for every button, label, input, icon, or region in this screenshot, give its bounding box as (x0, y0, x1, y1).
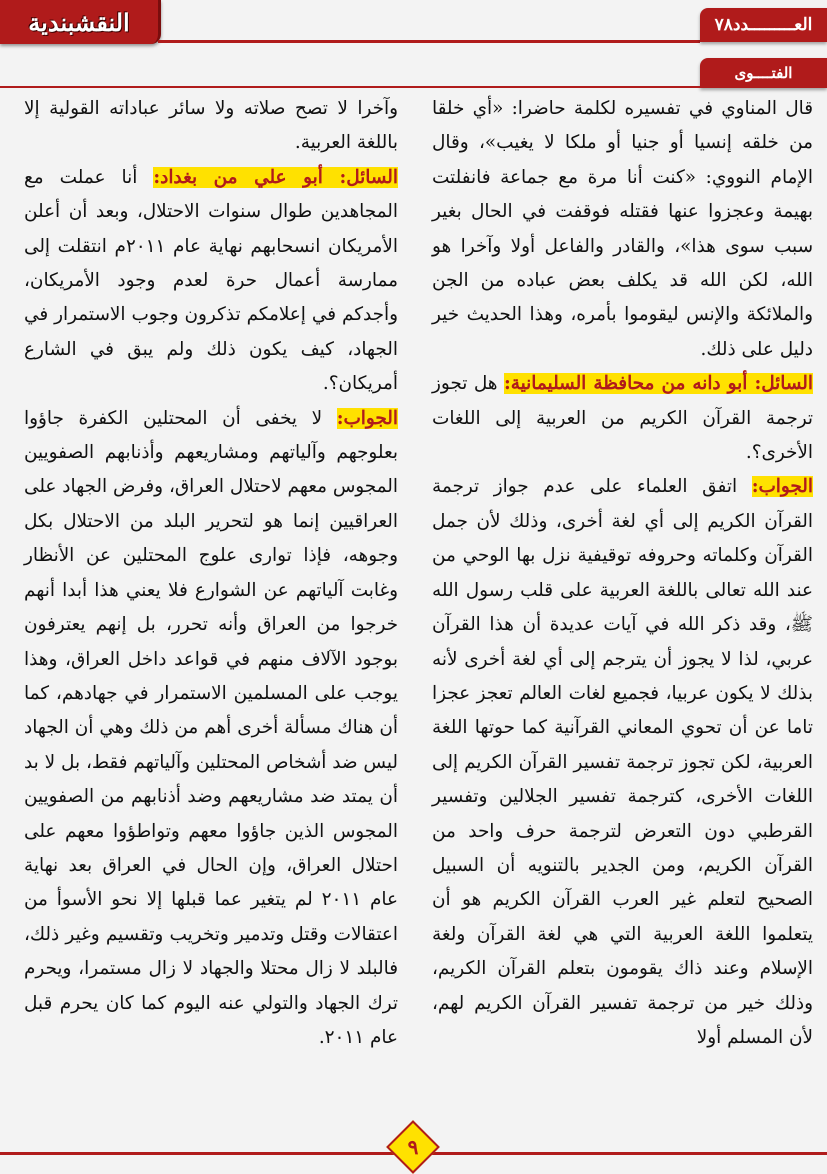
answer-label: الجواب: (336, 407, 398, 429)
paragraph: قال المناوي في تفسيره لكلمة حاضرا: «أي خلقا من خلقه إنسيا أو جنيا أو ملكا لا يغيب»، وقال الإمام النووي: «كنت أنا مرة مع جماعة فانفلتت بهيمة وعجزوا عنها فقتله فوقفت في الحال بغير سبب سوى هذا»، والقادر والفاعل أولا وآخرا هو الله، لكن الله قد يكلف بعض عباده من الجن والملائكة والإنس ليقوموا بأمره، وهذا الحديث خير دليل على ذلك. (432, 98, 813, 360)
section-badge (700, 58, 827, 88)
question-paragraph (24, 161, 398, 402)
asker-name: أبو علي من بغداد: (153, 166, 323, 188)
masthead-title: النقشبندية (28, 7, 130, 37)
question-label: السائل: أبو علي من بغداد: (153, 166, 399, 188)
answer-text: اتفق العلماء على عدم جواز ترجمة القرآن الكريم إلى أي لغة أخرى، وذلك لأن جمل القرآن وكلماته وحروفه توقيفية نزل بها الوحي من عند الله تعالى باللغة العربية على قلب رسول الله ﷺ، وقد ذكر الله في آيات عديدة أن هذا القرآن عربي، لذا لا يجوز أن يترجم إلى أي لغة أخرى لأنه بذلك لا يكون عربيا، فجميع لغات العالم تعجز عجزا تاما عن أن تحوي المعاني القرآنية كما حوتها اللغة العربية، لكن تجوز ترجمة تفسير القرآن الكريم إلى اللغات الأخرى، كترجمة تفسير الجلالين وتفسير القرطبي دون التعرض لترجمة حرف واحد من القرآن الكريم، ومن الجدير بالتنويه أن السبيل الصحيح لتعلم غير العرب القرآن الكريم هو أن يتعلموا اللغة العربية التي هي لغة القرآن ولغة الإسلام وعند ذاك يقومون بتعلم القرآن الكريم، وذلك خير من ترجمة تفسير القرآن الكريم لهم، لأن المسلم أولا (432, 476, 813, 1048)
question-label: السائل: أبو دانه من محافظة السليمانية: (503, 373, 813, 395)
issue-badge (700, 8, 827, 42)
right-column (432, 92, 813, 1152)
answer-label: الجواب: (751, 476, 813, 498)
left-column (24, 92, 398, 1152)
page-number: ٩ (407, 1135, 419, 1159)
issue-label: العـــــــــدد٧٨ (714, 15, 813, 35)
question-text: هل تجوز ترجمة القرآن الكريم من العربية إلى اللغات الأخرى؟. (432, 373, 813, 464)
section-label: الفتــــوى (734, 64, 793, 82)
answer-paragraph (24, 402, 398, 1056)
answer-text: لا يخفى أن المحتلين الكفرة جاؤوا بعلوجهم وآلياتهم ومشاريعهم وأذنابهم الصفويين المجوس معهم لاحتلال العراق، وفرض الجهاد على العراقيين إنما هو لتحرير البلد من الاحتلال بكل وجوهه، فإذا توارى علوج المحتلين عن الأنظار وغابت آلياتهم عن الشوارع فلا يعني هذا أبدا أنهم خرجوا من العراق وأنه تحرر، بل إنهم يعترفون بوجود الآلاف منهم في قواعد داخل العراق، وهذا يوجب على المسلمين الاستمرار في جهادهم، كما أن هناك مسألة أخرى أهم من ذلك وهي أن الجهاد ليس ضد أشخاص المحتلين وآلياتهم فقط، بل لا بد أن يمتد ضد مشاريعهم وضد أذنابهم من الصفويين المجوس الذين جاؤوا معهم وتواطؤوا معهم على احتلال العراق، وإن الحال في العراق بعد نهاية عام ٢٠١١ لم يتغير عما قبلها إلا نحو الأسوأ من اعتقالات وقتل وتدمير وتخريب وتقسيم وغير ذلك، فالبلد لا زال محتلا والجهاد لا زال مستمرا، ويحرم ترك الجهاد والتولي عنه اليوم كما كان يحرم قبل عام ٢٠١١. (24, 407, 398, 1048)
paragraph: وآخرا لا تصح صلاته ولا سائر عباداته القولية إلا باللغة العربية. (24, 98, 398, 154)
asker-name: أبو دانه من محافظة السليمانية: (503, 373, 748, 395)
section-divider (0, 86, 700, 88)
header-divider (158, 40, 700, 43)
question-paragraph (432, 367, 813, 470)
masthead-logo (0, 0, 161, 44)
question-text: أنا عملت مع المجاهدين طوال سنوات الاحتلال، وبعد أن أعلن الأمريكان انسحابهم نهاية عام ٢٠١١م انتقلت إلى ممارسة أعمال حرة لعدم وجود الأمريكان، وأجدكم في إعلامكم تذكرون وجوب الاستمرار في الجهاد، كيف يكون ذلك ولم يبق في الشارع أمريكان؟. (24, 166, 398, 395)
answer-paragraph (432, 470, 813, 1055)
